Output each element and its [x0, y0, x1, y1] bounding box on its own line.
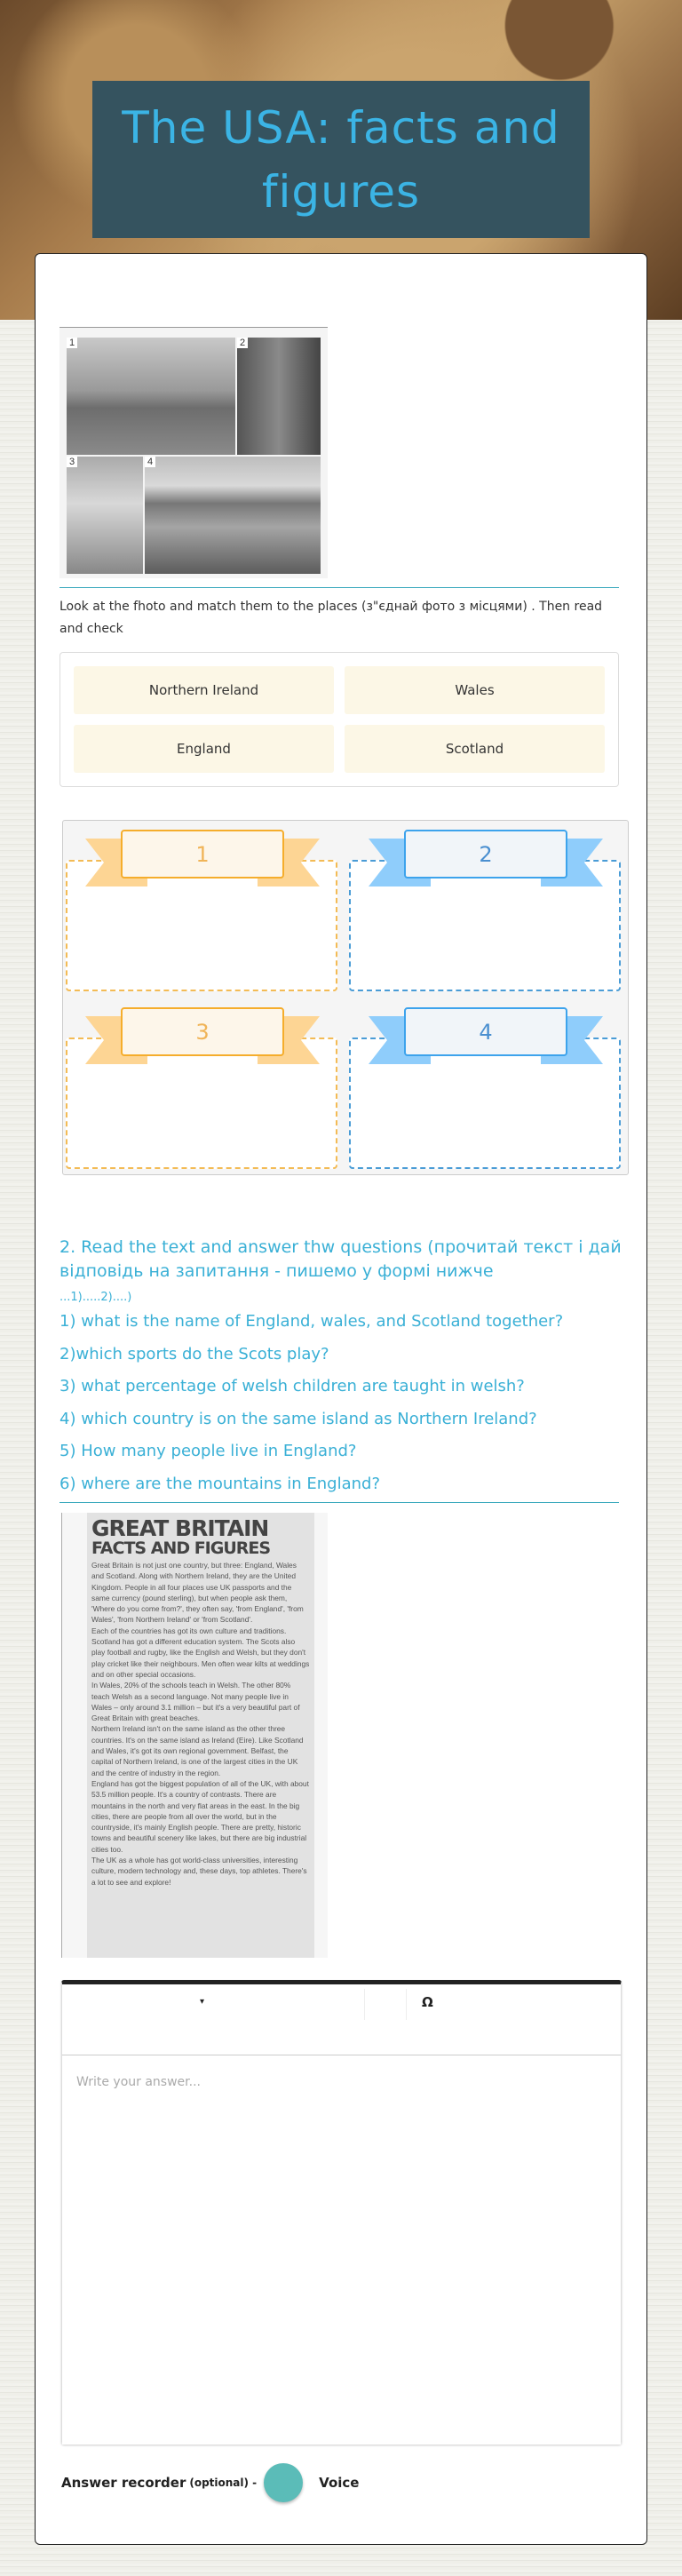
editor-toolbar — [62, 1984, 621, 2055]
task2-heading-text: 2. Read the text and answer thw questions (прочитай текст і дай відповідь на запитання - пишемо у формі нижче — [59, 1237, 622, 1281]
photo-2 — [237, 338, 321, 455]
reading-subtitle: FACTS AND FIGURES — [91, 1538, 271, 1558]
task2-heading-tail: ...1).....2)....) — [59, 1291, 132, 1304]
task1-instruction: Look at the fhoto and match them to the places (з"єднай фото з місцями) . Then read and check — [59, 600, 603, 636]
reading-paragraph: Great Britain is not just one country, but three: England, Wales and Scotland. Along with Northern Ireland, they are the United Kingdom. People in all four places use UK passports and the same currency (pound sterling), but when people ask them, 'Where do you come from?', they often say, 'from England', 'from Wales', 'from Northern Ireland' or 'from Scotland'. — [91, 1561, 304, 1625]
answer-recorder — [61, 2463, 359, 2502]
photo-label: 3 — [67, 457, 77, 467]
photo-label: 2 — [237, 338, 248, 348]
toolbar-separator — [406, 1989, 407, 2020]
reading-paragraph: England has got the biggest population of all of the UK, with about 53.5 million people. It's a country of contrasts. There are mountains in the north and very flat areas in the east. In the big cities, there are people from all over the world, but in the countryside, it's mainly English people. There are pretty, historic towns and beautiful scenery like lakes, but there are big industrial cities too. — [91, 1778, 309, 1854]
choice-england[interactable]: England — [74, 725, 334, 773]
question-item: 3) what percentage of welsh children are taught in welsh? — [59, 1377, 525, 1395]
special-character-button[interactable]: Ω — [422, 1994, 433, 2010]
voice-label: Voice — [319, 2475, 360, 2491]
ribbon-3 — [85, 1007, 320, 1064]
task2-heading — [59, 1236, 628, 1309]
reading-text-image — [61, 1513, 328, 1958]
photo-label: 1 — [67, 338, 77, 348]
title-banner — [92, 81, 590, 238]
ribbon-2 — [369, 830, 603, 886]
page-title: The USA: facts and figures — [122, 101, 560, 218]
answer-editor — [61, 1980, 622, 2445]
ribbon-4 — [369, 1007, 603, 1064]
question-item: 1) what is the name of England, wales, and Scotland together? — [59, 1312, 564, 1331]
question-list — [59, 1308, 628, 1503]
toolbar-separator — [364, 1989, 365, 2020]
reading-paragraph: Each of the countries has got its own culture and traditions. Scotland has got a different education system. The Scots also play football and rugby, like the English and Welsh, but they don't play cricket like their neighbours. Men often wear kilts at weddings and on other special occasions. — [91, 1626, 310, 1679]
photo-1 — [67, 338, 235, 455]
question-item: 2)which sports do the Scots play? — [59, 1344, 329, 1364]
reading-paragraph: The UK as a whole has got world-class universities, interesting culture, modern technology and, these days, top athletes. There's a lot to see and explore! — [91, 1856, 307, 1887]
zone-label: 3 — [121, 1007, 284, 1056]
reading-paragraph: Northern Ireland isn't on the same island as the other three countries. It's on the same island as Ireland (Eire). Like Scotland and Wales, it's got its own regional government. Belfast, the capital of Northern Ireland, is one of the largest cities in the UK and the centre of industry in the region. — [91, 1724, 304, 1777]
recorder-label: Answer recorder — [61, 2475, 186, 2491]
zone-label: 1 — [121, 830, 284, 879]
divider — [59, 1502, 619, 1503]
photo-label: 4 — [145, 457, 155, 467]
worksheet-card — [35, 253, 647, 2545]
choice-scotland[interactable]: Scotland — [345, 725, 605, 773]
places-photo — [59, 327, 328, 578]
answer-input[interactable] — [62, 2055, 621, 2445]
photo-4 — [145, 457, 321, 574]
choice-wales[interactable]: Wales — [345, 666, 605, 714]
question-item: 6) where are the mountains in England? — [59, 1474, 381, 1493]
reading-title: GREAT BRITAIN — [91, 1515, 269, 1541]
ribbon-1 — [85, 830, 320, 886]
record-button[interactable] — [264, 2463, 303, 2502]
reading-paragraph: In Wales, 20% of the schools teach in Welsh. The other 80% teach Welsh as a second language. Not many people live in Wales – only around 3.1 million – but it's a very beautiful part of Great Britain with great beaches. — [91, 1681, 300, 1723]
recorder-optional: (optional) - — [189, 2477, 258, 2489]
format-dropdown-arrow-icon[interactable]: ▾ — [200, 1997, 205, 2007]
question-item: 4) which country is on the same island as Northern Ireland? — [59, 1409, 537, 1428]
choice-bank — [59, 652, 619, 787]
choice-northern-ireland[interactable]: Northern Ireland — [74, 666, 334, 714]
divider — [59, 587, 619, 588]
zone-label: 4 — [404, 1007, 567, 1056]
drop-zones — [62, 820, 629, 1175]
zone-label: 2 — [404, 830, 567, 879]
photo-3 — [67, 457, 143, 574]
question-item: 5) How many people live in England? — [59, 1442, 357, 1460]
